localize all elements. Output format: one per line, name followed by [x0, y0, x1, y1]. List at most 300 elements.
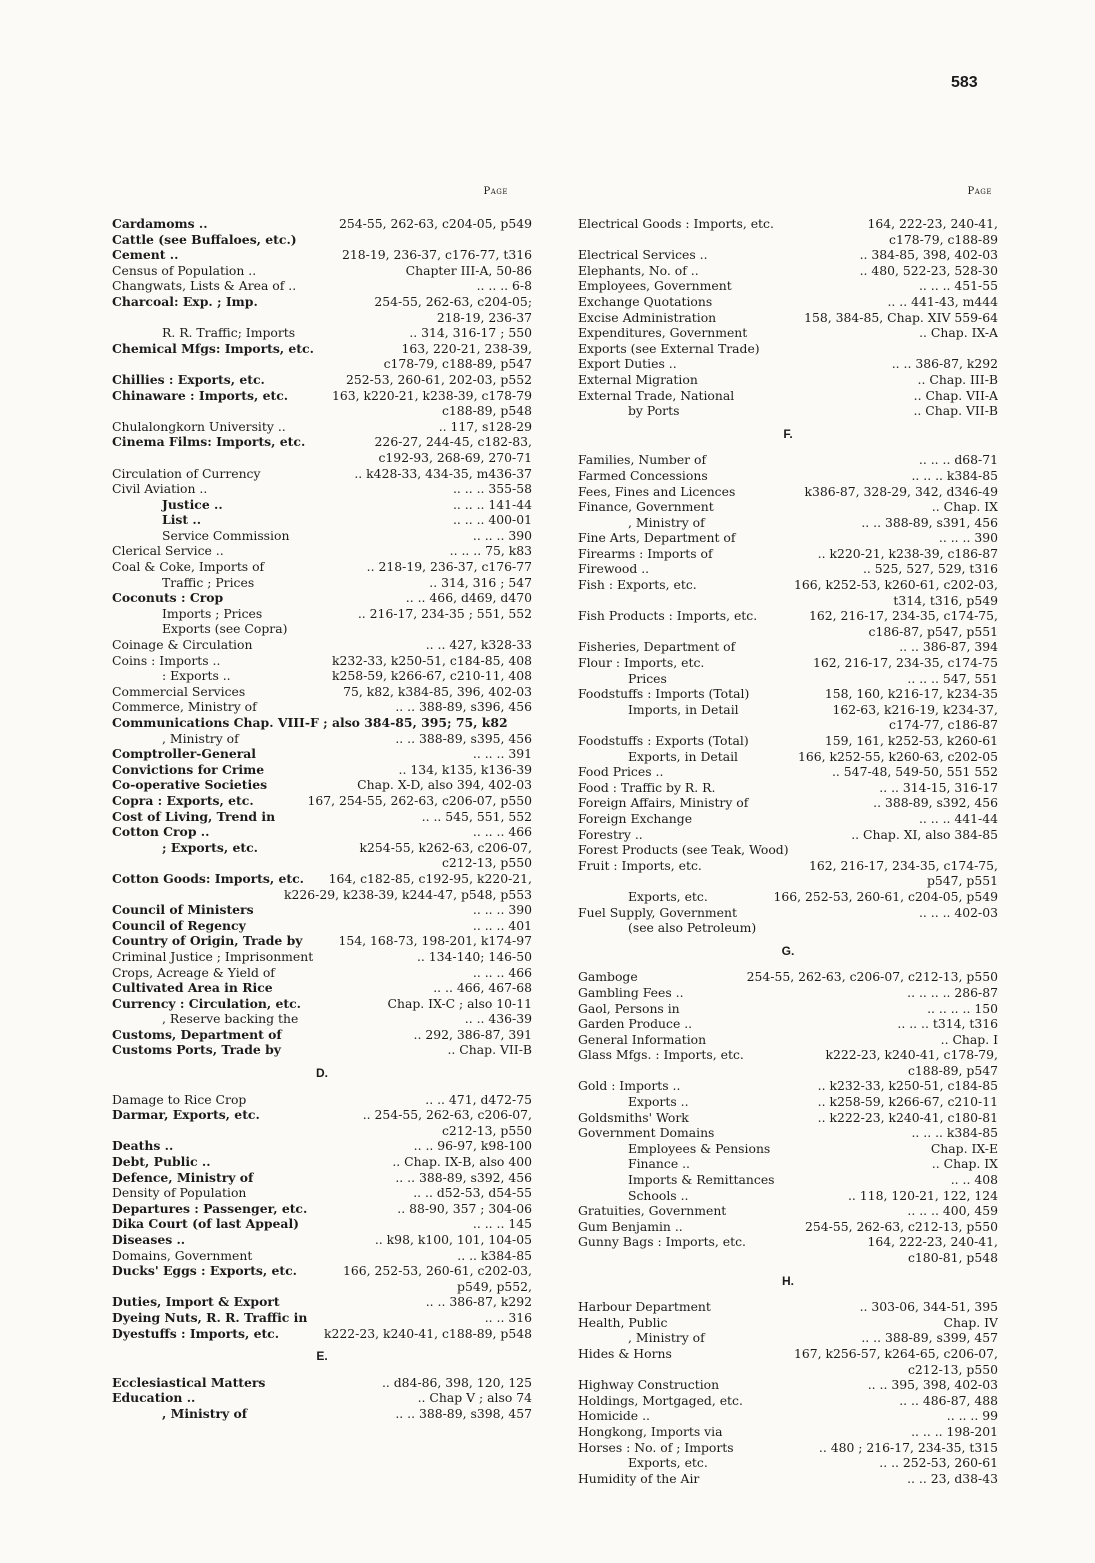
index-entry [112, 1042, 532, 1058]
index-entry [112, 746, 532, 762]
entry-pages: Chapter III-A, 50-86 [405, 262, 532, 278]
entry-term: Exchange Quotations [578, 293, 713, 309]
entry-term: Exports, etc. [628, 888, 708, 904]
entry-pages: .. .. 466, d469, d470 [405, 590, 532, 606]
entry-pages: 166, 252-53, 260-61, c202-03, [343, 1263, 532, 1279]
entry-pages: .. .. 388-89, s391, 456 [861, 514, 998, 530]
entry-pages: .. .. .. 451-55 [918, 278, 998, 294]
entry-term: Clerical Service .. [112, 543, 224, 559]
index-entry [112, 949, 532, 965]
index-entry [112, 637, 532, 653]
entry-pages: 164, c182-85, c192-95, k220-21, [328, 870, 532, 886]
index-entry [578, 1032, 998, 1048]
entry-term: Coconuts : Crop [112, 590, 224, 606]
entry-term: Families, Number of [578, 452, 707, 468]
entry-pages: 166, k252-55, k260-63, c202-05 [797, 748, 998, 764]
entry-pages-continued: c180-81, p548 [907, 1250, 998, 1265]
entry-pages-continued: c212-13, p550 [441, 855, 532, 871]
entry-term: Debt, Public .. [112, 1154, 211, 1170]
entry-term: Elephants, No. of .. [578, 262, 699, 278]
index-entry [578, 561, 998, 577]
entry-pages: 254-55, 262-63, c212-13, p550 [805, 1218, 998, 1234]
entry-pages-continued: k226-29, k238-39, k244-47, p548, p553 [283, 886, 532, 902]
entry-pages: Chap. IX-E [930, 1140, 998, 1156]
entry-term: Chinaware : Imports, etc. [112, 387, 289, 403]
entry-term: Employees & Pensions [628, 1140, 771, 1156]
entry-pages: .. .. 466, 467-68 [433, 980, 532, 996]
entry-pages: .. .. .. t314, t316 [897, 1016, 998, 1032]
entry-pages-continued: p549, p552, [457, 1278, 532, 1294]
entry-term: External Trade, National [578, 387, 735, 403]
entry-pages: .. .. .. 141-44 [452, 496, 532, 512]
entry-pages: Chap. IV [943, 1314, 998, 1330]
entry-term: , Ministry of [162, 730, 239, 746]
index-entry [112, 1248, 532, 1264]
entry-pages: .. 384-85, 398, 402-03 [859, 247, 998, 263]
index-entry [578, 278, 998, 294]
entry-pages: 163, k220-21, k238-39, c178-79 [331, 387, 532, 403]
index-entry [112, 793, 532, 809]
entry-term: Garden Produce .. [578, 1016, 693, 1032]
index-entry [112, 481, 532, 497]
entry-term: Education .. [112, 1390, 196, 1406]
entry-term: Food : Traffic by R. R. [578, 779, 716, 795]
index-entry [112, 559, 532, 575]
index-entry [112, 902, 532, 918]
entry-term: Goldsmiths' Work [578, 1109, 689, 1125]
index-entry [112, 1154, 532, 1170]
entry-pages: .. .. 252-53, 260-61 [879, 1455, 998, 1471]
entry-pages: .. .. 427, k328-33 [425, 637, 532, 653]
entry-pages: 254-55, 262-63, c204-05; [374, 293, 532, 309]
entry-pages: Chap. X-D, also 394, 402-03 [357, 777, 532, 793]
index-entry [112, 1375, 532, 1391]
index-entry [578, 1110, 998, 1126]
entry-term: Chulalongkorn University .. [112, 418, 286, 434]
index-entry [578, 764, 998, 780]
entry-pages: .. Chap. IX-B, also 400 [392, 1154, 532, 1170]
index-entry [578, 310, 998, 326]
entry-pages: .. Chap V ; also 74 [417, 1390, 532, 1406]
column-head-page: Page [967, 186, 992, 197]
entry-term: ; Exports, etc. [162, 839, 258, 855]
entry-term: Horses : No. of ; Imports [578, 1439, 734, 1455]
entry-pages: .. .. .. 99 [946, 1408, 998, 1424]
entry-term: Circulation of Currency [112, 465, 261, 481]
entry-pages-continued: c212-13, p550 [441, 1122, 532, 1138]
index-entry [112, 1406, 532, 1422]
entry-pages-continued: c178-79, c188-89, p547 [383, 356, 532, 372]
entry-term: Criminal Justice ; Imprisonment [112, 948, 314, 964]
entry-term: Food Prices .. [578, 764, 664, 780]
entry-term: Highway Construction [578, 1377, 720, 1393]
index-entry [112, 871, 532, 887]
entry-pages: .. 88-90, 357 ; 304-06 [397, 1200, 532, 1216]
entry-term: Holdings, Mortgaged, etc. [578, 1392, 743, 1408]
entry-pages: .. .. 388-89, s396, 456 [395, 699, 532, 715]
index-entry [112, 325, 532, 341]
entry-pages: 158, 160, k216-17, k234-35 [824, 686, 998, 702]
index-entry [578, 858, 998, 874]
entry-term: Glass Mfgs. : Imports, etc. [578, 1047, 744, 1063]
entry-term: Finance, Government [578, 499, 714, 515]
entry-term: Defence, Ministry of [112, 1169, 254, 1185]
entry-pages: .. Chap. IX [931, 1156, 998, 1172]
index-entry [112, 1092, 532, 1108]
entry-term: Coal & Coke, Imports of [112, 559, 265, 575]
entry-pages: .. .. .. k384-85 [911, 467, 998, 483]
index-entry [112, 466, 532, 482]
entry-pages: .. .. d52-53, d54-55 [413, 1185, 532, 1201]
entry-pages: .. .. .. 401 [472, 917, 532, 933]
index-entry [112, 731, 532, 747]
entry-term: Country of Origin, Trade by [112, 933, 303, 949]
entry-pages: .. Chap. IX [931, 499, 998, 515]
entry-term: Exports, etc. [628, 1455, 708, 1471]
entry-term: Gambling Fees .. [578, 984, 684, 1000]
index-entry [578, 216, 998, 232]
entry-term: Comptroller-General [112, 746, 257, 762]
index-entry [112, 263, 532, 279]
index-entry [112, 528, 532, 544]
entry-term: Commerce, Ministry of [112, 699, 257, 715]
entry-term: Foreign Affairs, Ministry of [578, 795, 749, 811]
column-head-page: Page [483, 186, 508, 197]
entry-pages: .. Chap. III-B [917, 371, 998, 387]
entry-term: Duties, Import & Export [112, 1294, 280, 1310]
index-entry [578, 1330, 998, 1346]
entry-pages: .. .. .. .. 286-87 [907, 984, 998, 1000]
entry-term: Humidity of the Air [578, 1470, 700, 1486]
index-entry [112, 1170, 532, 1186]
entry-pages: 162-63, k216-19, k234-37, [832, 701, 998, 717]
entry-term: Currency : Circulation, etc. [112, 995, 301, 1011]
entry-pages: .. 117, s128-29 [438, 418, 532, 434]
index-entry [578, 811, 998, 827]
entry-term: Co-operative Societies [112, 777, 268, 793]
entry-pages: .. .. 316 [484, 1309, 532, 1325]
entry-pages: .. 547-48, 549-50, 551 552 [831, 764, 998, 780]
entry-term: Traffic ; Prices [162, 574, 255, 590]
section-letter: E. [316, 1349, 328, 1364]
index-entry [112, 1263, 532, 1279]
entry-term: Customs, Department of [112, 1026, 282, 1042]
entry-term: Damage to Rice Crop [112, 1091, 247, 1107]
index-entry [578, 468, 998, 484]
index-entry [112, 1310, 532, 1326]
entry-pages: .. .. .. 390 [938, 530, 998, 546]
index-entry [578, 827, 998, 843]
entry-term: Exports .. [628, 1094, 689, 1110]
entry-pages: .. d84-86, 398, 120, 125 [381, 1374, 532, 1390]
entry-pages: .. k220-21, k238-39, c186-87 [817, 545, 998, 561]
entry-pages-continued: c188-89, p548 [441, 403, 532, 419]
entry-term: Customs Ports, Trade by [112, 1042, 281, 1058]
index-entry [578, 1234, 998, 1250]
entry-term: Hongkong, Imports via [578, 1423, 723, 1439]
entry-term: Fish Products : Imports, etc. [578, 608, 758, 624]
entry-term: Civil Aviation .. [112, 481, 208, 497]
entry-pages: .. .. .. .. 150 [927, 1000, 998, 1016]
entry-pages: .. .. 386-87, 394 [899, 639, 998, 655]
entry-pages: .. k98, k100, 101, 104-05 [374, 1232, 532, 1247]
entry-pages: .. 134-140; 146-50 [416, 948, 532, 964]
index-entry [112, 699, 532, 715]
index-entry [112, 1185, 532, 1201]
index-entry [112, 294, 532, 310]
index-entry [578, 403, 998, 419]
index-entry [112, 809, 532, 825]
index-entry [578, 1471, 998, 1487]
entry-pages: .. .. .. 400-01 [452, 512, 532, 528]
entry-term: Exports (see Copra) [162, 621, 288, 637]
index-entry [578, 325, 998, 341]
entry-pages: .. .. .. 466 [472, 964, 532, 980]
entry-pages: 162, 216-17, 234-35, c174-75 [812, 655, 998, 671]
entry-term: Firearms : Imports of [578, 545, 713, 561]
index-entry [578, 749, 998, 765]
entry-pages: .. .. 388-89, s395, 456 [395, 730, 532, 746]
index-entries-right [578, 216, 998, 1486]
entry-term: Foodstuffs : Imports (Total) [578, 686, 750, 702]
index-entry [112, 434, 532, 450]
entry-pages: .. .. 436-39 [464, 1011, 532, 1027]
index-entry [578, 1315, 998, 1331]
index-entry [578, 1299, 998, 1315]
index-entry [112, 606, 532, 622]
page-number: 583 [951, 74, 978, 91]
index-entry [578, 1377, 998, 1393]
entry-pages: .. .. 395, 398, 402-03 [867, 1377, 998, 1393]
entry-term: Imports, in Detail [628, 701, 739, 717]
entry-term: Gratuities, Government [578, 1203, 727, 1219]
entry-term: Imports ; Prices [162, 605, 263, 621]
entry-term: Forest Products (see Teak, Wood) [578, 842, 789, 858]
entry-term: Fruit : Imports, etc. [578, 857, 702, 873]
entry-pages: k232-33, k250-51, c184-85, 408 [331, 652, 532, 668]
entry-term: Coinage & Circulation [112, 637, 253, 653]
entry-pages: 254-55, 262-63, c204-05, p549 [339, 216, 532, 231]
entry-pages: .. k232-33, k250-51, c184-85 [817, 1078, 998, 1094]
index-entry [578, 484, 998, 500]
index-entry [112, 1138, 532, 1154]
entry-term: Fees, Fines and Licences [578, 483, 736, 499]
entry-term: , Ministry of [162, 1405, 248, 1421]
entry-term: by Ports [628, 403, 680, 419]
entry-pages: .. .. .. d68-71 [918, 452, 998, 468]
entry-term: Cost of Living, Trend in [112, 808, 276, 824]
entry-pages: .. Chap. VII-B [447, 1042, 532, 1058]
entry-term: Flour : Imports, etc. [578, 655, 705, 671]
entry-term: Finance .. [628, 1156, 690, 1172]
entry-term: Cardamoms .. [112, 216, 208, 231]
entry-term: Schools .. [628, 1187, 689, 1203]
entry-term: Cattle (see Buffaloes, etc.) [112, 231, 297, 247]
index-entry [112, 840, 532, 856]
entry-term: Fish : Exports, etc. [578, 577, 697, 593]
entry-pages: .. .. .. 75, k83 [449, 543, 532, 559]
entry-pages: 226-27, 244-45, c182-83, [374, 434, 532, 450]
index-entry [578, 546, 998, 562]
entry-pages: .. .. 471, d472-75 [425, 1091, 532, 1107]
entry-term: Chillies : Exports, etc. [112, 371, 265, 387]
entry-term: Charcoal: Exp. ; Imp. [112, 293, 258, 309]
entry-pages: .. 134, k135, k136-39 [398, 761, 532, 777]
index-entry [112, 1201, 532, 1217]
entry-term: Dika Court (of last Appeal) [112, 1216, 300, 1232]
entry-term: Changwats, Lists & Area of .. [112, 278, 297, 294]
index-entry [112, 824, 532, 840]
section-letter: D. [316, 1066, 328, 1081]
index-entry [112, 512, 532, 528]
entry-pages: k222-23, k240-41, c188-89, p548 [324, 1325, 532, 1341]
entry-pages-continued: p547, p551 [926, 873, 998, 889]
index-entry [578, 1455, 998, 1471]
section-letter: G. [781, 943, 795, 958]
index-entry [578, 842, 998, 858]
entry-term: Crops, Acreage & Yield of [112, 964, 275, 980]
entry-pages: .. 303-06, 344-51, 395 [859, 1299, 998, 1315]
index-entry [578, 1016, 998, 1032]
entry-term: Health, Public [578, 1314, 668, 1330]
entry-pages: .. .. 386-87, k292 [425, 1294, 532, 1310]
index-entry [578, 1346, 998, 1362]
entry-term: Exports, in Detail [628, 748, 739, 764]
entry-pages: 162, 216-17, 234-35, c174-75, [809, 857, 998, 873]
index-entry [578, 671, 998, 687]
entry-pages: .. 480 ; 216-17, 234-35, t315 [818, 1439, 998, 1455]
index-entry [112, 590, 532, 606]
entry-pages: .. .. 386-87, k292 [891, 356, 998, 372]
entry-pages: .. 480, 522-23, 528-30 [859, 262, 998, 278]
entry-term: External Migration [578, 371, 698, 387]
entry-pages-continued: c212-13, p550 [907, 1361, 998, 1377]
entry-pages: .. .. .. 402-03 [918, 904, 998, 920]
entry-pages: .. .. k384-85 [457, 1247, 532, 1263]
entry-pages: 166, 252-53, 260-61, c204-05, p549 [773, 888, 998, 904]
index-entry [578, 1219, 998, 1235]
index-entry [578, 530, 998, 546]
entry-pages: .. .. .. 400, 459 [907, 1203, 998, 1219]
index-entry [578, 1188, 998, 1204]
entry-pages: 254-55, 262-63, c206-07, c212-13, p550 [746, 969, 998, 985]
index-entry [112, 1216, 532, 1232]
index-entry [578, 1094, 998, 1110]
index-entry [578, 780, 998, 796]
entry-term: Gold : Imports .. [578, 1078, 681, 1094]
entry-pages: 218-19, 236-37, c176-77, t316 [341, 247, 532, 263]
entry-pages: .. Chap. VII-A [913, 387, 998, 403]
index-entry [112, 341, 532, 357]
entry-pages: .. 216-17, 234-35 ; 551, 552 [357, 605, 532, 621]
entry-pages: k254-55, k262-63, c206-07, [359, 839, 532, 855]
index-entry [578, 1141, 998, 1157]
index-entry [112, 278, 532, 294]
index-entry [578, 388, 998, 404]
entry-term: Dyeing Nuts, R. R. Traffic in [112, 1309, 308, 1325]
entry-pages: .. .. 545, 551, 552 [421, 808, 532, 824]
entry-pages: 162, 216-17, 234-35, c174-75, [809, 608, 998, 624]
index-entry [112, 762, 532, 778]
index-entry [112, 575, 532, 591]
entry-term: Domains, Government [112, 1247, 253, 1263]
entry-term: Coins : Imports .. [112, 652, 221, 668]
entry-term: Imports & Remittances [628, 1172, 775, 1188]
entry-term: Fuel Supply, Government [578, 904, 737, 920]
index-entry [112, 918, 532, 934]
index-entry [578, 452, 998, 468]
index-entry [578, 515, 998, 531]
entry-term: Communications Chap. VIII-F ; also 384-85, 395; 75, k82 [112, 715, 508, 730]
entry-pages: .. 118, 120-21, 122, 124 [847, 1187, 998, 1203]
entry-term: R. R. Traffic; Imports [162, 325, 296, 341]
index-entry [578, 1078, 998, 1094]
entry-term: Diseases .. [112, 1232, 186, 1247]
index-entry [578, 1408, 998, 1424]
index-entry [112, 247, 532, 263]
entry-term: Fine Arts, Department of [578, 530, 736, 546]
entry-pages: .. .. 314-15, 316-17 [879, 779, 998, 795]
entry-pages: .. .. .. 145 [472, 1216, 532, 1232]
index-entry [112, 497, 532, 513]
index-entry [578, 499, 998, 515]
entry-term: , Ministry of [628, 514, 705, 530]
entry-pages: .. .. 486-87, 488 [899, 1392, 998, 1408]
entry-pages: .. .. .. 547, 551 [907, 670, 998, 686]
entry-term: Export Duties .. [578, 356, 677, 372]
entry-pages: 167, 254-55, 262-63, c206-07, p550 [307, 792, 532, 808]
index-entry [578, 1393, 998, 1409]
index-entry [112, 1232, 532, 1248]
entry-pages: .. Chap. IX-A [919, 325, 998, 341]
entry-pages: 164, 222-23, 240-41, [867, 216, 998, 231]
index-entry [112, 653, 532, 669]
entry-pages: .. 292, 386-87, 391 [413, 1026, 532, 1042]
index-column-left [112, 184, 532, 1422]
entry-pages: .. k222-23, k240-41, c180-81 [817, 1109, 998, 1125]
index-entry [578, 577, 998, 593]
entry-term: Justice .. [162, 496, 223, 512]
index-entry [578, 1001, 998, 1017]
section-letter: H. [782, 1273, 794, 1288]
entry-term: Service Commission [162, 527, 290, 543]
entry-pages: .. 525, 527, 529, t316 [862, 561, 998, 577]
index-entry [578, 969, 998, 985]
entry-pages: .. .. .. 390 [472, 527, 532, 543]
entry-pages: .. 388-89, s392, 456 [873, 795, 998, 811]
index-entry [578, 263, 998, 279]
entry-pages: .. Chap. XI, also 384-85 [851, 826, 998, 842]
entry-pages-continued: c178-79, c188-89 [889, 231, 998, 247]
entry-term: Expenditures, Government [578, 325, 748, 341]
index-entry [112, 715, 532, 731]
index-entry [112, 1011, 532, 1027]
entry-term: Ducks' Eggs : Exports, etc. [112, 1263, 297, 1279]
entry-pages: 158, 384-85, Chap. XIV 559-64 [804, 309, 998, 325]
entry-term: Cotton Crop .. [112, 824, 210, 840]
index-entry [112, 388, 532, 404]
entry-term: Cotton Goods: Imports, etc. [112, 870, 304, 886]
entry-term: Gum Benjamin .. [578, 1218, 683, 1234]
index-entry [578, 1125, 998, 1141]
index-entry [112, 1294, 532, 1310]
index-entry [578, 1203, 998, 1219]
index-entry [578, 686, 998, 702]
entry-pages: 75, k82, k384-85, 396, 402-03 [343, 683, 532, 699]
entry-term: General Information [578, 1031, 707, 1047]
entry-term: Gaol, Persons in [578, 1000, 680, 1016]
entry-term: Chemical Mfgs: Imports, etc. [112, 340, 314, 356]
